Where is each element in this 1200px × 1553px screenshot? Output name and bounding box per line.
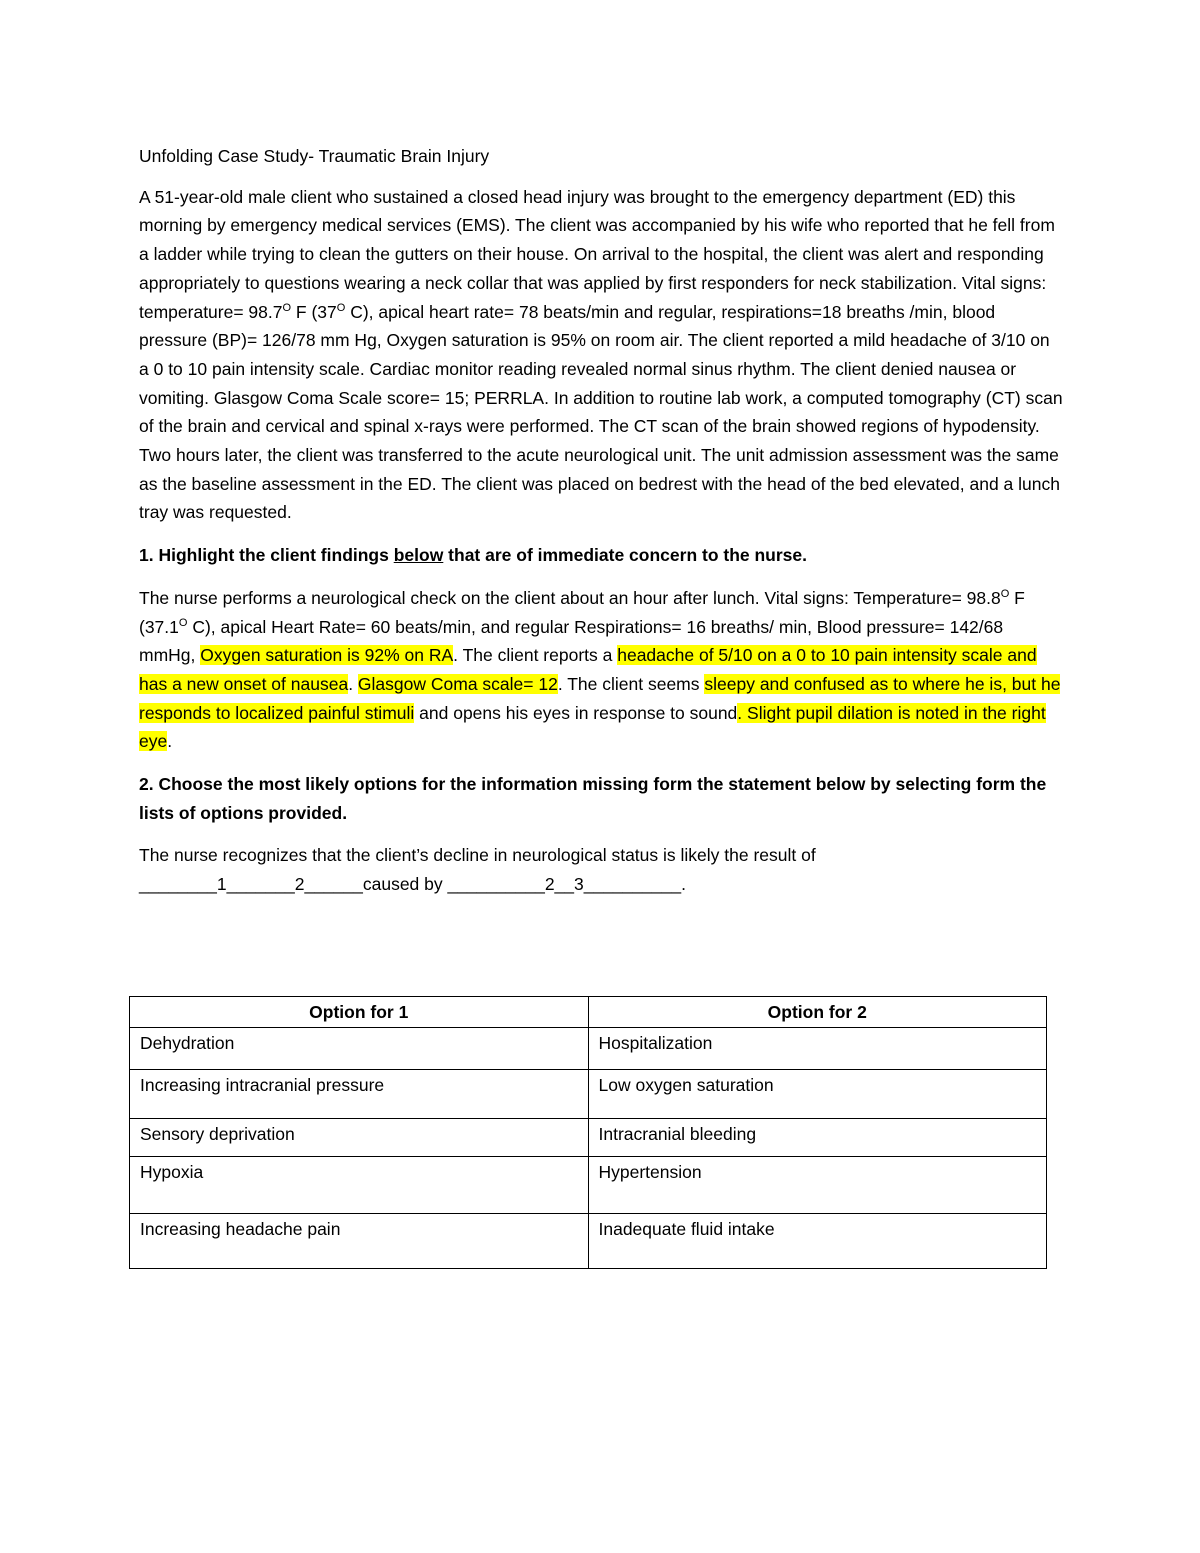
- highlight-oxygen-saturation[interactable]: Oxygen saturation is 92% on RA: [200, 645, 454, 666]
- document-body: [139, 142, 1064, 899]
- findings-text-d: . The client reports a: [453, 645, 618, 666]
- option-2-cell[interactable]: Low oxygen saturation: [588, 1070, 1047, 1119]
- degree-symbol: O: [1000, 588, 1010, 601]
- findings-text-h: .: [167, 731, 173, 752]
- document-title: Unfolding Case Study- Traumatic Brain Injury: [139, 146, 490, 166]
- header-option-2: Option for 2: [588, 997, 1047, 1028]
- table-row: [130, 1157, 1047, 1214]
- option-1-cell[interactable]: Increasing intracranial pressure: [130, 1070, 589, 1119]
- option-2-cell[interactable]: Inadequate fluid intake: [588, 1214, 1047, 1269]
- table-row: [130, 1214, 1047, 1269]
- findings-text-f: . The client seems: [557, 673, 705, 694]
- highlight-sleepy-confused[interactable]: sleepy and confused as to where he is, but he responds to localized painful stimuli: [139, 673, 1061, 723]
- findings-paragraph: [139, 584, 1064, 756]
- statement-text: The nurse recognizes that the client’s decline in neurological status is likely the result of: [139, 845, 816, 866]
- table-row: [130, 1028, 1047, 1070]
- degree-symbol: O: [282, 301, 292, 314]
- header-option-1: Option for 1: [130, 997, 589, 1028]
- table-row: [130, 1070, 1047, 1119]
- option-1-cell[interactable]: Increasing headache pain: [130, 1214, 589, 1269]
- question-1: [139, 541, 1064, 570]
- case-intro-paragraph: [139, 183, 1064, 527]
- option-1-cell[interactable]: Dehydration: [130, 1028, 589, 1070]
- option-2-cell[interactable]: Hypertension: [588, 1157, 1047, 1214]
- option-1-cell[interactable]: Hypoxia: [130, 1157, 589, 1214]
- question-2: 2. Choose the most likely options for the information missing form the statement below by selecting form the lists of options provided.: [139, 774, 1047, 823]
- findings-text-g: and opens his eyes in response to sound: [414, 702, 738, 723]
- findings-text-c: C), apical Heart Rate= 60 beats/min, and regular Respirations= 16 breaths/ min, Blood pressure= 142/68 mmHg,: [139, 616, 1004, 666]
- intro-text-a: A 51-year-old male client who sustained a closed head injury was brought to the emergency department (ED) this morning by emergency medical services (EMS). The client was accompanied by his wife who reported that he fell from a ladder while trying to clean the gutters on their house. On arrival to the hospital, the client was alert and responding appropriately to questions wearing a neck collar that was applied by first responders for neck stabilization. Vital signs: temperature= 98.7: [139, 186, 1055, 322]
- highlight-pupil-dilation[interactable]: . Slight pupil dilation is noted in the right eye: [139, 702, 1046, 752]
- intro-text-b: F (37: [291, 301, 337, 322]
- highlight-headache-nausea[interactable]: headache of 5/10 on a 0 to 10 pain intensity scale and has a new onset of nausea: [139, 645, 1037, 694]
- degree-symbol: O: [178, 616, 188, 629]
- table-row: [130, 1119, 1047, 1157]
- findings-text-a: The nurse performs a neurological check on the client about an hour after lunch. Vital signs: Temperature= 98.8: [139, 587, 1001, 608]
- table-header-row: [130, 997, 1047, 1028]
- degree-symbol: O: [336, 301, 346, 314]
- highlight-glasgow-coma-scale[interactable]: Glasgow Coma scale= 12: [357, 673, 558, 694]
- question-1-text-b: that are of immediate concern to the nurse.: [443, 545, 808, 566]
- option-1-cell[interactable]: Sensory deprivation: [130, 1119, 589, 1157]
- statement-blanks[interactable]: ________1_______2______caused by __________2__3__________.: [139, 874, 686, 895]
- intro-text-c: C), apical heart rate= 78 beats/min and regular, respirations=18 breaths /min, blood pressure (BP)= 126/78 mm Hg, Oxygen saturation is 95% on room air. The client reported a mild headache of 3/10 on a 0 to 10 pain intensity scale. Cardiac monitor reading revealed normal sinus rhythm. The client denied nausea or vomiting. Glasgow Coma Scale score= 15; PERRLA. In addition to routine lab work, a computed tomography (CT) scan of the brain and cervical and spinal x-rays were performed. The CT scan of the brain showed regions of hypodensity. Two hours later, the client was transferred to the acute neurological unit. The unit admission assessment was the same as the baseline assessment in the ED. The client was placed on bedrest with the head of the bed elevated, and a lunch tray was requested.: [139, 301, 1063, 523]
- question-1-text-a: 1. Highlight the client findings: [139, 545, 394, 566]
- option-2-cell[interactable]: Hospitalization: [588, 1028, 1047, 1070]
- findings-text-b: F (37.1: [139, 587, 1025, 637]
- findings-text-e: .: [348, 673, 358, 694]
- option-2-cell[interactable]: Intracranial bleeding: [588, 1119, 1047, 1157]
- options-table: [129, 996, 1047, 1269]
- question-1-underlined: below: [393, 545, 444, 566]
